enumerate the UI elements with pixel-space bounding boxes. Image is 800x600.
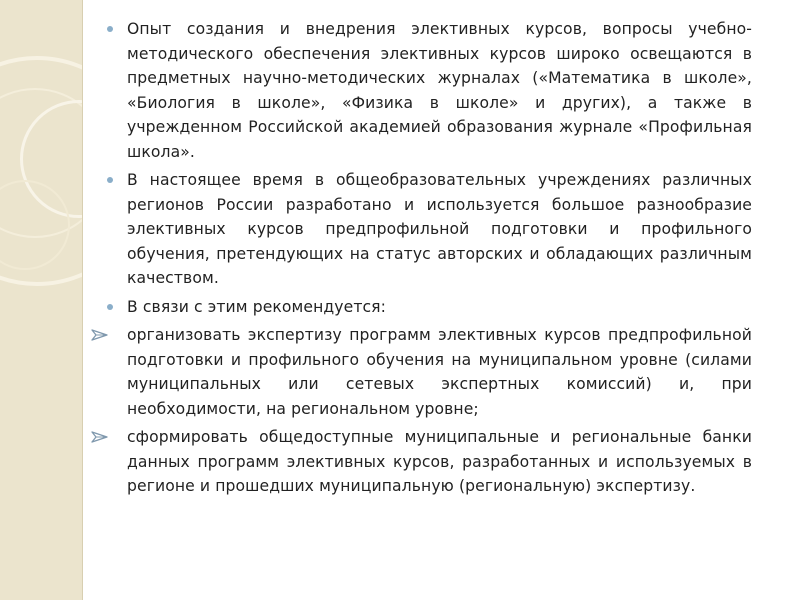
bullet-marker [86, 295, 127, 319]
bullet-item [86, 168, 752, 291]
circle-bullet-icon [107, 177, 113, 183]
decorative-side-panel [0, 0, 82, 600]
bullet-text: организовать экспертизу программ элективных курсов предпрофильной подготовки и профильного обучения на муниципальном уровне (силами муниципальных или сетевых экспертных комиссий) и, при необходимости, на региональном уровне; [127, 326, 752, 418]
circle-bullet-icon [107, 26, 113, 32]
bullet-marker [86, 323, 127, 347]
side-panel-divider [82, 0, 83, 600]
sub-bullet-item [86, 425, 752, 499]
circle-bullet-icon [107, 304, 113, 310]
bullet-text: В настоящее время в общеобразовательных учреждениях различных регионов России разработано и используется большое разнообразие элективных курсов предпрофильной подготовки и профильного обучения, претендующих на статус авторских и обладающих различным качеством. [127, 171, 752, 287]
bullet-text: В связи с этим рекомендуется: [127, 297, 387, 316]
slide-body [86, 17, 752, 503]
bullet-item [86, 295, 752, 320]
bullet-marker [86, 425, 127, 449]
bullet-item [86, 17, 752, 164]
sub-bullet-item [86, 323, 752, 421]
arrowhead-bullet-icon [91, 328, 109, 342]
bullet-marker [86, 17, 127, 41]
bullet-text: Опыт создания и внедрения элективных курсов, вопросы учебно-методического обеспечения элективных курсов широко освещаются в предметных научно-методических журналах («Математика в школе», «Биология в школе», «Физика в школе» и других), а также в учрежденном Российской академией образования журнале «Профильная школа». [127, 20, 752, 161]
bullet-text: сформировать общедоступные муниципальные и региональные банки данных программ элективных курсов, разработанных и используемых в регионе и прошедших муниципальную (региональную) экспертизу. [127, 428, 752, 495]
arrowhead-bullet-icon [91, 430, 109, 444]
bullet-marker [86, 168, 127, 192]
